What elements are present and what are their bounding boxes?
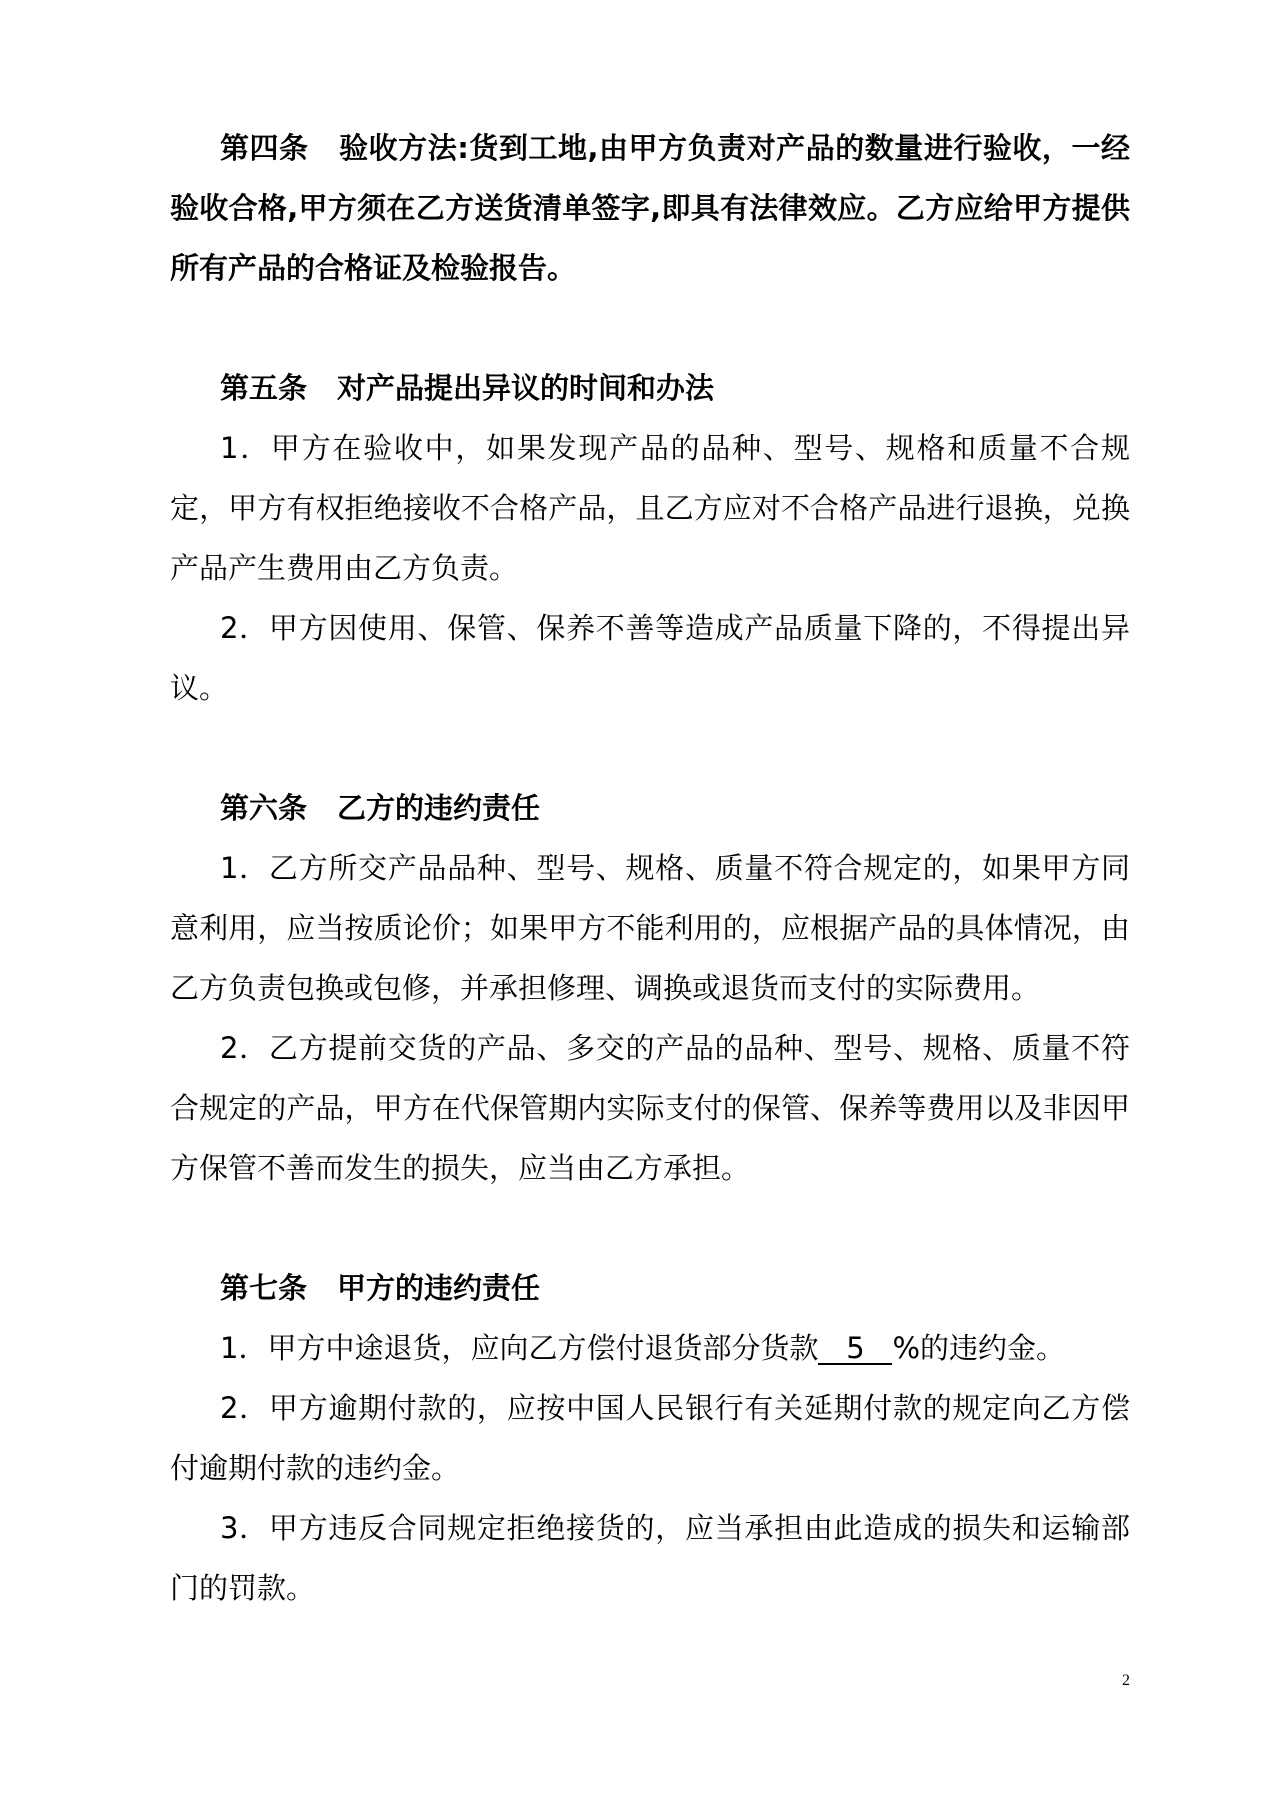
- article-5-title: 对产品提出异议的时间和办法: [337, 371, 715, 405]
- article-5-item-2: 2．甲方因使用、保管、保养不善等造成产品质量下降的，不得提出异议。: [170, 611, 1130, 705]
- article-7-heading: [170, 1258, 1130, 1318]
- article-7-item-1: [170, 1318, 1130, 1378]
- article-6-item-2: 2．乙方提前交货的产品、多交的产品的品种、型号、规格、质量不符合规定的产品，甲方在代保管期内实际支付的保管、保养等费用以及非因甲方保管不善而发生的损失，应当由乙方承担。: [170, 1031, 1130, 1185]
- article-6-label: 第六条: [220, 791, 308, 825]
- article-5-heading: [170, 358, 1130, 418]
- section-spacer: [170, 718, 1130, 778]
- section-spacer: [170, 298, 1130, 358]
- article-6-title: 乙方的违约责任: [337, 791, 541, 825]
- article-6-item-1: 1．乙方所交产品品种、型号、规格、质量不符合规定的，如果甲方同意利用，应当按质论价；如果甲方不能利用的，应根据产品的具体情况，由乙方负责包换或包修，并承担修理、调换或退货而支付的实际费用。: [170, 851, 1130, 1005]
- article-7-item-1-prefix: 1．甲方中途退货，应向乙方偿付退货部分货款: [220, 1331, 819, 1365]
- article-4-label: 第四条: [220, 131, 309, 165]
- article-7-label: 第七条: [220, 1271, 308, 1305]
- article-5-item-1: 1．甲方在验收中，如果发现产品的品种、型号、规格和质量不合规定，甲方有权拒绝接收不合格产品，且乙方应对不合格产品进行退换，兑换产品产生费用由乙方负责。: [170, 431, 1130, 585]
- article-7-item-2: 2．甲方逾期付款的，应按中国人民银行有关延期付款的规定向乙方偿付逾期付款的违约金。: [170, 1391, 1130, 1485]
- page-number: 2: [1122, 1672, 1130, 1689]
- document-body: [170, 118, 1130, 1618]
- article-7-title: 甲方的违约责任: [337, 1271, 541, 1305]
- article-5-label: 第五条: [220, 371, 308, 405]
- article-7-item-1-suffix: %的违约金。: [892, 1331, 1066, 1365]
- article-6-heading: [170, 778, 1130, 838]
- article-4-body: 验收方法:货到工地,由甲方负责对产品的数量进行验收，一经验收合格,甲方须在乙方送货清单签字,即具有法律效应。乙方应给甲方提供所有产品的合格证及检验报告。: [170, 131, 1130, 285]
- article-7-item-3: 3．甲方违反合同规定拒绝接货的，应当承担由此造成的损失和运输部门的罚款。: [170, 1511, 1130, 1605]
- article-4-paragraph: [170, 118, 1130, 298]
- penalty-percent-value: 5: [818, 1333, 892, 1365]
- section-spacer: [170, 1198, 1130, 1258]
